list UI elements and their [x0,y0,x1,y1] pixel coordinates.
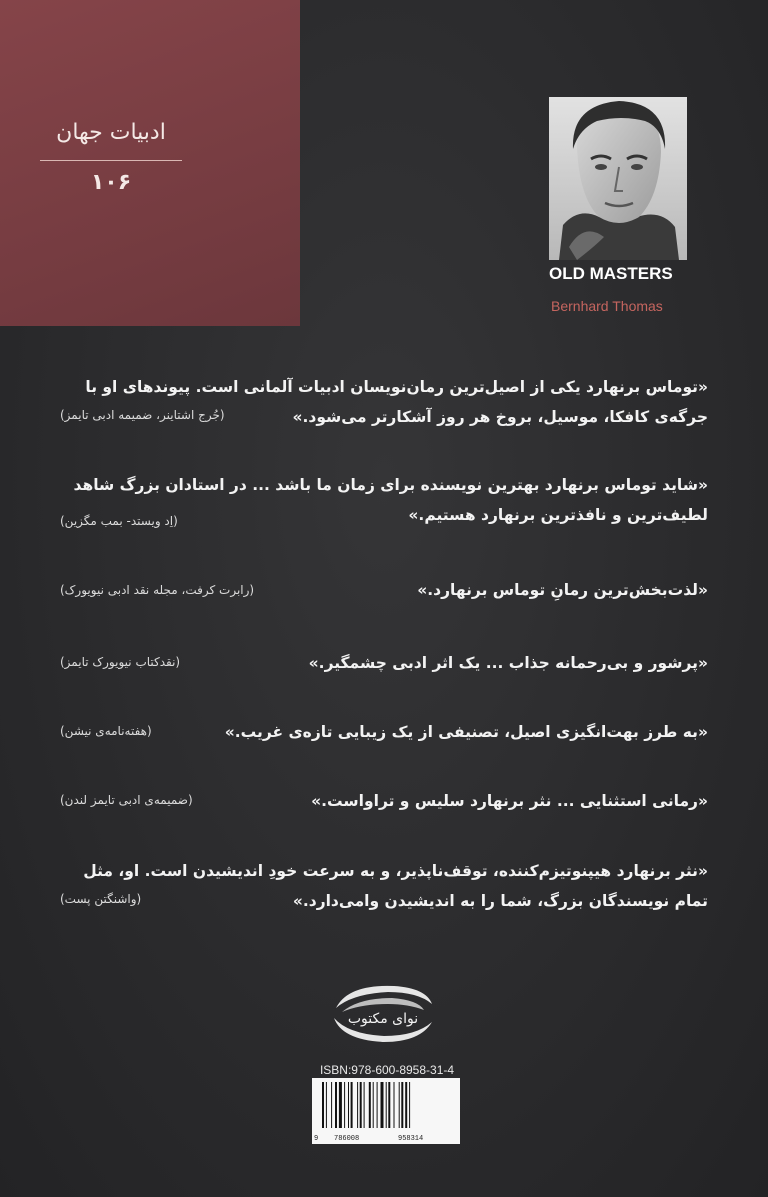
book-title: OLD MASTERS [549,264,673,283]
barcode-bar [351,1082,353,1128]
barcode-digit-group: 958314 [398,1135,424,1143]
quote-line: تمام نویسندگان بزرگ، شما را به اندیشیدن وامی‌دارد.» [292,892,708,910]
barcode-bar [405,1082,407,1128]
barcode-bar [381,1082,384,1128]
barcode-digit-group: 786008 [334,1135,360,1143]
series-title: ادبیات جهان [56,120,166,145]
barcode-digit-lead: 9 [314,1135,319,1143]
barcode-bar [322,1082,324,1128]
quote-source: (جُرج اشتاینر، ضمیمه ادبی تایمز) [60,408,225,422]
barcode-bar [331,1082,332,1128]
barcode-bar [399,1082,400,1128]
quote-line: «پرشور و بی‌رحمانه جذاب ... یک اثر ادبی چشمگیر.» [308,654,708,672]
quote-source: (رابرت کرفت، مجله نقد ادبی نیویورک) [60,583,255,597]
author-portrait [549,97,687,260]
quote-line: «نثر برنهارد هیپنوتیزم‌کننده، توقف‌ناپذیر، و به سرعت خودِ اندیشیدن است. او، مثل [83,862,708,880]
barcode [312,1078,460,1144]
barcode-bar [348,1082,349,1128]
barcode-bar [360,1082,362,1128]
barcode-bar [339,1082,342,1128]
barcode-bar [357,1082,358,1128]
series-number: ۱۰۶ [90,170,132,195]
barcode-bar [388,1082,390,1128]
quote-block [60,470,708,530]
quote-line: «شاید توماس برنهارد بهترین نویسنده برای زمان ما باشد ... در استادان بزرگ شاهد [73,476,708,494]
isbn-text: ISBN:978-600-8958-31-4 [319,1063,455,1077]
publisher-name: نوای مکتوب [347,1011,419,1027]
barcode-bar [401,1082,403,1128]
quote-line: «رمانی استثنایی ... نثر برنهارد سلیس و تراواست.» [311,792,708,810]
series-divider [40,160,182,161]
barcode-bars [312,1078,460,1134]
series-box [0,0,300,326]
quote-block [60,575,708,605]
barcode-bar [364,1082,365,1128]
barcode-bar [394,1082,395,1128]
quote-block [60,648,708,678]
quote-source: (ضمیمه‌ی ادبی تایمز لندن) [60,793,193,807]
barcode-bar [369,1082,371,1128]
quote-block [60,786,708,816]
quote-line: «توماس برنهارد یکی از اصیل‌ترین رمان‌نویسان ادبیات آلمانی است. پیوندهای او با [85,378,708,396]
quote-source: (واشنگتن پست) [60,892,142,906]
barcode-bar [409,1082,410,1128]
barcode-bar [335,1082,337,1128]
quote-source: (هفته‌نامه‌ی نیشن) [60,724,152,738]
quote-block [60,717,708,747]
quote-line: جرگه‌ی کافکا، موسیل، بروخ هر روز آشکارتر می‌شود.» [292,408,708,426]
quote-line: لطیف‌ترین و نافذترین برنهارد هستیم.» [408,506,708,524]
barcode-bar [386,1082,387,1128]
barcode-bar [377,1082,378,1128]
barcode-bar [373,1082,374,1128]
quote-line: «به طرز بهت‌انگیزی اصیل، تصنیفی از یک زیبایی تازه‌ی غریب.» [224,723,708,741]
barcode-bar [326,1082,327,1128]
quote-source: (نقدکتاب نیویورک تایمز) [60,655,181,669]
barcode-bar [344,1082,345,1128]
quote-block [60,856,708,916]
publisher-logo [328,978,438,1048]
quote-source: (اِد ویستد- بمب مگزین) [60,514,178,528]
book-author: Bernhard Thomas [551,298,663,314]
quote-block [60,372,708,432]
quote-line: «لذت‌بخش‌ترین رمانِ توماس برنهارد.» [417,581,708,599]
